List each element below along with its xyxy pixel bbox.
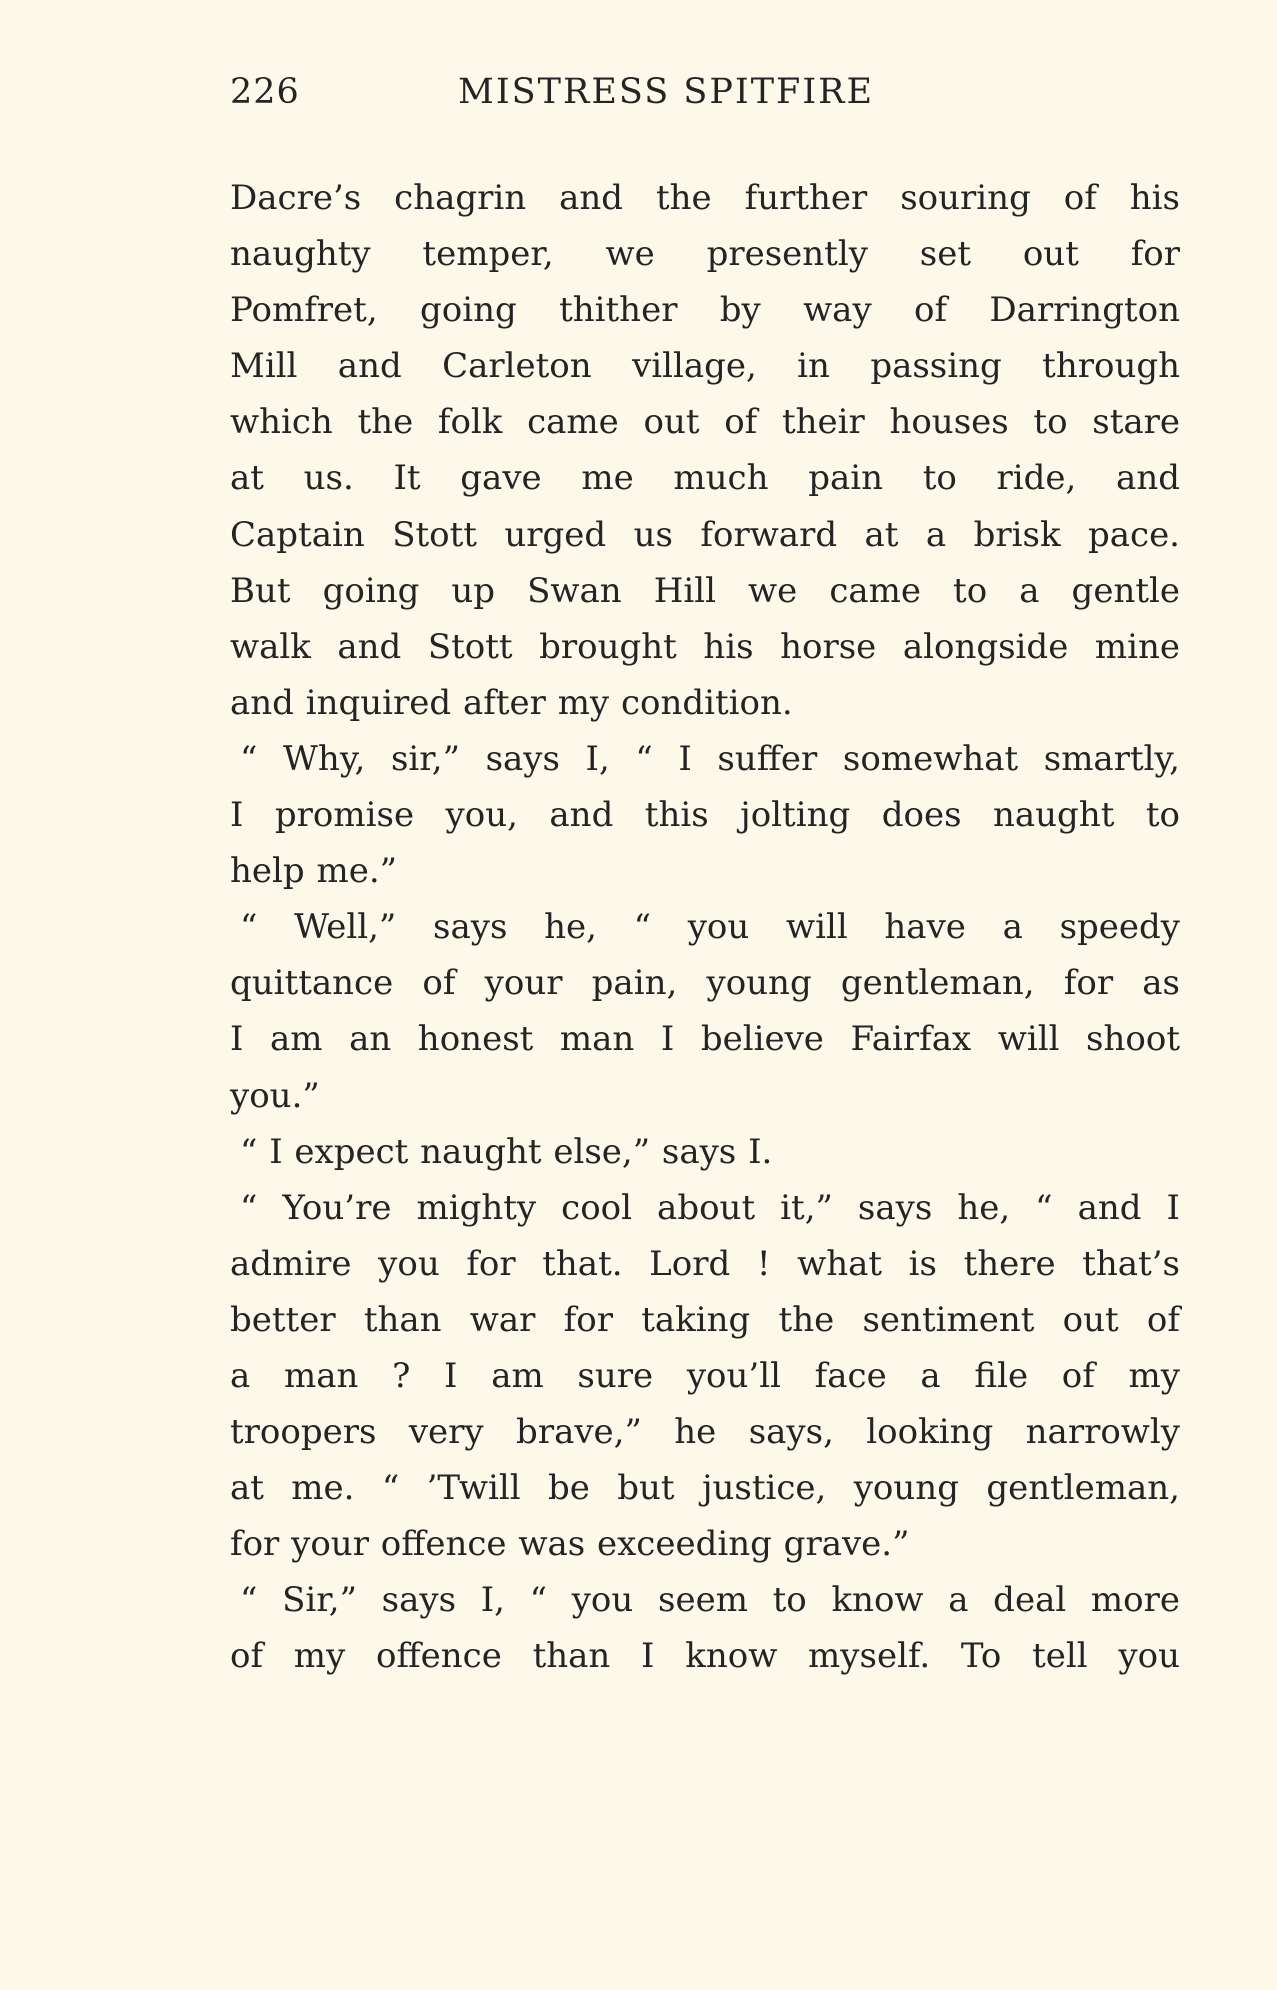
text-line: naughty temper, we presently set out for	[230, 234, 1180, 275]
text-line: better than war for taking the sentiment out of	[230, 1299, 1180, 1340]
text-line: Mill and Carleton village, in passing through	[230, 346, 1180, 387]
text-line: help me.”	[230, 851, 398, 892]
text-line: “ I expect naught else,” says I.	[240, 1131, 773, 1172]
text-line: which the folk came out of their houses to stare	[230, 402, 1180, 443]
text-line: you.”	[230, 1075, 320, 1116]
text-line: “ Well,” says he, “ you will have a speedy	[240, 907, 1180, 948]
text-line: I promise you, and this jolting does naught to	[230, 795, 1180, 836]
text-line: Pomfret, going thither by way of Darrington	[230, 290, 1180, 331]
text-line: for your offence was exceeding grave.”	[230, 1524, 910, 1565]
text-line: troopers very brave,” he says, looking narrowly	[230, 1412, 1180, 1453]
text-line: “ Why, sir,” says I, “ I suffer somewhat smartly,	[240, 738, 1180, 779]
body-text	[230, 170, 1180, 1685]
book-title: MISTRESS SPITFIRE	[458, 72, 875, 112]
page-number: 226	[230, 72, 300, 112]
text-line: a man ? I am sure you’ll face a file of my	[230, 1355, 1180, 1396]
running-head	[230, 72, 990, 122]
text-line: “ You’re mighty cool about it,” says he, “ and I	[240, 1187, 1180, 1228]
text-line: But going up Swan Hill we came to a gentle	[230, 570, 1180, 611]
text-line: I am an honest man I believe Fairfax will shoot	[230, 1019, 1180, 1060]
text-line: of my offence than I know myself. To tell you	[230, 1636, 1180, 1677]
text-line: Dacre’s chagrin and the further souring of his	[230, 178, 1180, 218]
text-line: at us. It gave me much pain to ride, and	[230, 458, 1180, 499]
text-line: quittance of your pain, young gentleman, for as	[230, 963, 1180, 1004]
text-line: walk and Stott brought his horse alongside mine	[230, 626, 1180, 667]
text-line: at me. “ ’Twill be but justice, young gentleman,	[230, 1468, 1180, 1509]
text-line: and inquired after my condition.	[230, 682, 793, 723]
text-line: “ Sir,” says I, “ you seem to know a deal more	[240, 1580, 1180, 1621]
text-line: Captain Stott urged us forward at a brisk pace.	[230, 514, 1180, 555]
text-line: admire you for that. Lord ! what is there that’s	[230, 1243, 1180, 1284]
